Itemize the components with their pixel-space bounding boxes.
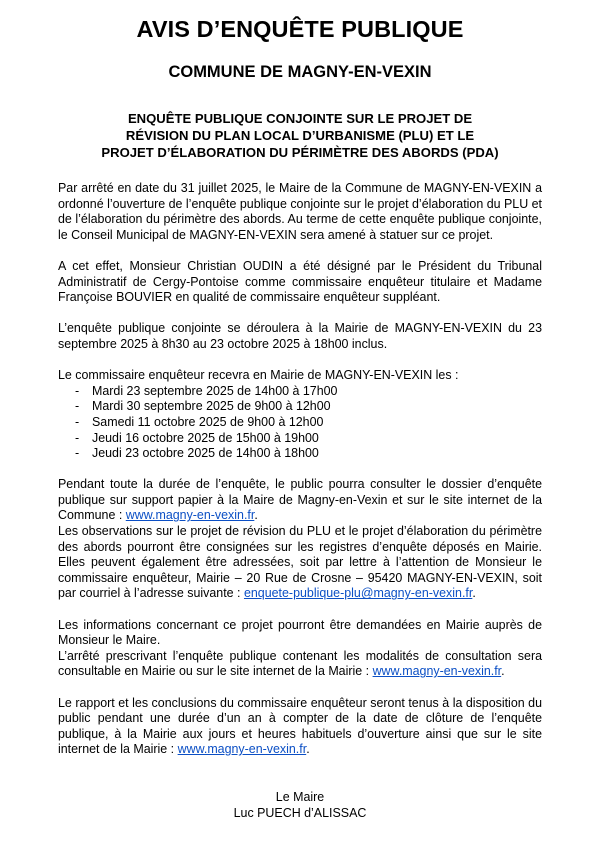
subject-line-3: PROJET D’ÉLABORATION DU PÉRIMÈTRE DES ABORDS (PDA) [101, 145, 499, 160]
list-dash: - [75, 399, 80, 414]
arrete-text: L’arrêté prescrivant l’enquête publique contenant les modalités de consultation sera consultable en Mairie ou sur le site internet de la Mairie : [58, 648, 542, 679]
arrete-end: . [501, 664, 505, 679]
website-link[interactable]: www.magny-en-vexin.fr [177, 742, 307, 757]
paragraph-arrete [58, 649, 542, 680]
paragraph-order: Par arrêté en date du 31 juillet 2025, le Maire de la Commune de MAGNY-EN-VEXIN a ordonné l’ouverture de l’enquête publique conjointe sur le projet d’élaboration du PLU et de l’élaboration du périmètre des abords. Au terme de cette enquête publique conjointe, le Conseil Municipal de MAGNY-EN-VEXIN sera amené à statuer sur ce projet. [58, 181, 543, 242]
enquiry-subject [58, 110, 542, 161]
schedule-item-text: Mardi 23 septembre 2025 de 14h00 à 17h00 [92, 383, 338, 398]
website-link[interactable]: www.magny-en-vexin.fr [125, 508, 255, 523]
signature-name: Luc PUECH d’ALISSAC [233, 805, 367, 820]
list-dash: - [75, 383, 80, 398]
list-dash: - [75, 446, 80, 461]
report-end: . [306, 742, 310, 757]
report-text: Le rapport et les conclusions du commissaire enquêteur seront tenus à la disposition du public pendant une durée d’un an à compter de la date de clôture de l’enquête publique, à la Mairie aux jours et heures habituels d’ouverture ainsi que sur le site internet de la Mairie : [58, 695, 542, 757]
subject-line-2: RÉVISION DU PLAN LOCAL D’URBANISME (PLU) ET LE [125, 128, 475, 143]
paragraph-information: Les informations concernant ce projet pourront être demandées en Mairie auprès de Monsieur le Maire. [58, 617, 542, 648]
signature-role: Le Maire [275, 790, 325, 804]
schedule-item-text: Jeudi 16 octobre 2025 de 15h00 à 19h00 [92, 430, 319, 445]
paragraph-dates: L’enquête publique conjointe se déroulera à la Mairie de MAGNY-EN-VEXIN du 23 septembre 2025 à 8h30 au 23 octobre 2025 à 18h00 inclus. [58, 321, 542, 351]
schedule-item [58, 431, 542, 447]
schedule-item-text: Jeudi 23 octobre 2025 de 14h00 à 18h00 [92, 446, 319, 461]
schedule-list [58, 384, 542, 462]
observations-end: . [472, 586, 476, 601]
list-dash: - [75, 414, 80, 429]
website-link[interactable]: www.magny-en-vexin.fr [372, 664, 502, 679]
schedule-item [58, 446, 542, 462]
paragraph-commissioners: A cet effet, Monsieur Christian OUDIN a été désigné par le Président du Tribunal Administratif de Cergy-Pontoise comme commissaire enquêteur titulaire et Madame Françoise BOUVIER en qualité de commissaire enquêteur suppléant. [58, 258, 542, 305]
schedule-item [58, 399, 542, 415]
notice-body [58, 181, 542, 758]
schedule-item-text: Samedi 11 octobre 2025 de 9h00 à 12h00 [92, 414, 324, 429]
schedule-item [58, 415, 542, 431]
schedule-item-text: Mardi 30 septembre 2025 de 9h00 à 12h00 [92, 399, 331, 414]
notice-title: AVIS D’ENQUÊTE PUBLIQUE [136, 16, 464, 42]
consultation-end: . [254, 508, 258, 523]
paragraph-observations [58, 524, 542, 602]
signature-block [0, 790, 600, 821]
email-link[interactable]: enquete-publique-plu@magny-en-vexin.fr [243, 586, 473, 601]
commune-name: COMMUNE DE MAGNY-EN-VEXIN [168, 63, 432, 81]
observations-text: Les observations sur le projet de révision du PLU et le projet d’élaboration du périmètre des abords pourront être consignées sur les registres d’enquête déposés en Mairie. Elles peuvent également être adressées, soit par lettre à l’attention de Monsieur le commissaire enquêteur, Mairie – 20 Rue de Crosne – 95420 MAGNY-EN-VEXIN, soit par courriel à l’adresse suivante : [58, 524, 542, 601]
schedule-item [58, 384, 542, 400]
paragraph-schedule-intro: Le commissaire enquêteur recevra en Mairie de MAGNY-EN-VEXIN les : [58, 368, 459, 383]
subject-line-1: ENQUÊTE PUBLIQUE CONJOINTE SUR LE PROJET DE [127, 111, 473, 126]
paragraph-consultation [58, 477, 542, 524]
paragraph-report [58, 696, 542, 758]
list-dash: - [75, 430, 80, 445]
consultation-text: Pendant toute la durée de l’enquête, le public pourra consulter le dossier d’enquête publique sur support papier à la Maire de Magny-en-Vexin et sur le site internet de la Commune : [58, 477, 542, 523]
